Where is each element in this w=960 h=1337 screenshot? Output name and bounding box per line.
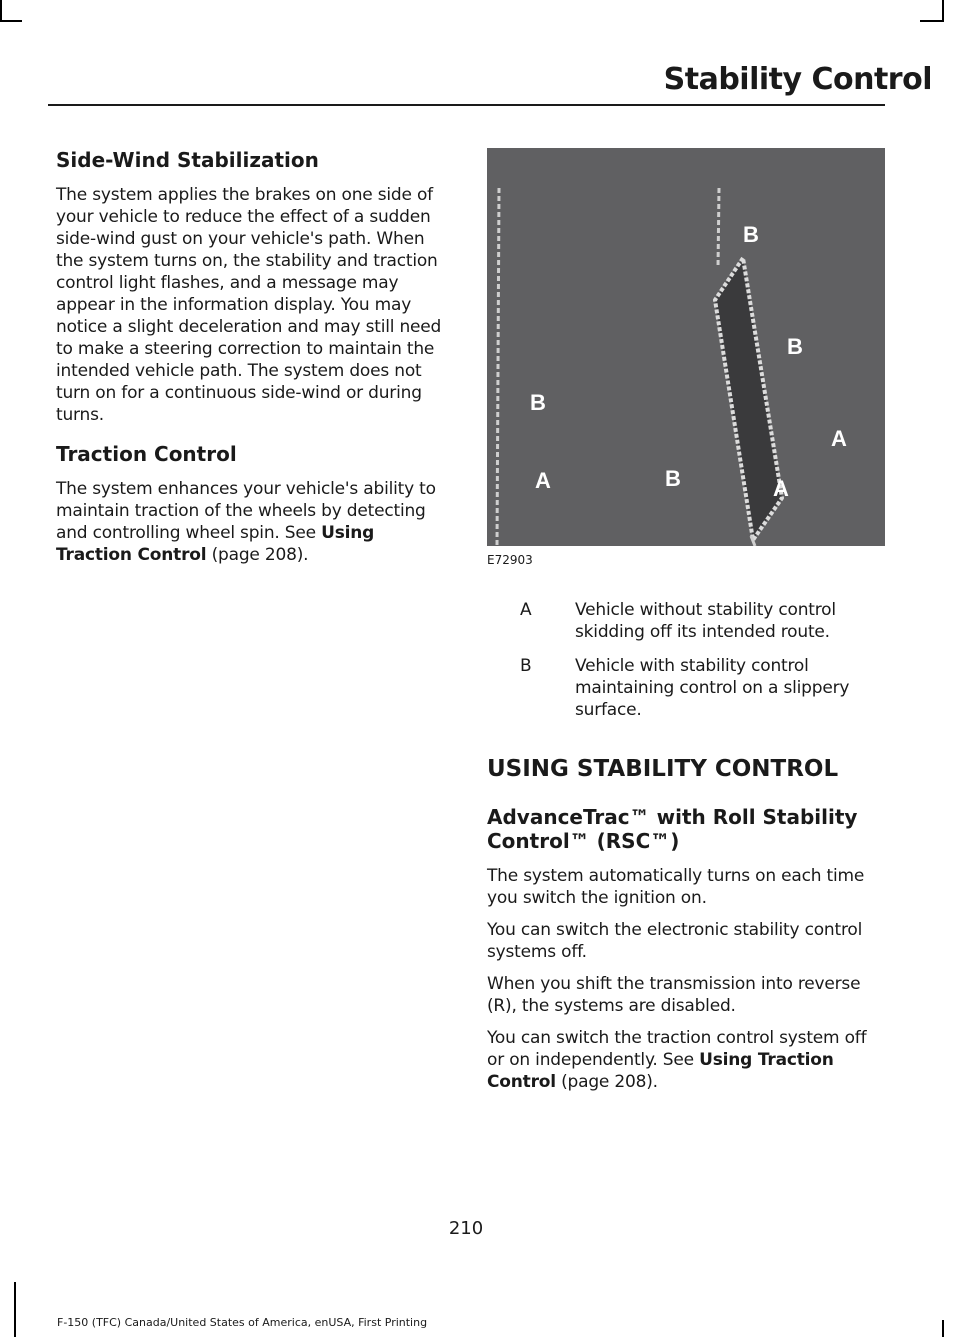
legend-key-b: B: [520, 656, 532, 676]
crop-mark-bottom-left-v: [14, 1282, 16, 1337]
legend-row-b: [487, 655, 885, 721]
stability-illustration: [487, 148, 885, 546]
page-number: 210: [448, 1218, 484, 1239]
paragraph-ignition: The system automatically turns on each time you switch the ignition on.: [487, 866, 865, 908]
crop-mark-top-left-v: [0, 0, 2, 20]
road-diagram-svg: [487, 148, 885, 546]
label-b-2: B: [787, 334, 803, 359]
traction-control-link[interactable]: Using Traction Control: [56, 523, 375, 565]
traction-control-body: [56, 478, 448, 566]
left-column: [56, 148, 448, 576]
paragraph-reverse: When you shift the transmission into reverse (R), the systems are disabled.: [487, 974, 861, 1016]
side-wind-body: The system applies the brakes on one side of your vehicle to reduce the effect of a sudden side-wind gust on your vehicle's path. When the system turns on, the stability and traction control light flashes, and a message may appear in the information display. You may notice a slight deceleration and may still need to make a steering correction to maintain the intended vehicle path. The system does not turn on for a continuous side-wind or during turns.: [56, 185, 442, 425]
right-column: [487, 148, 885, 1103]
figure-legend: [487, 599, 885, 721]
figure-code: E72903: [487, 553, 533, 567]
label-a-3: A: [773, 476, 789, 501]
traction-toggle-text: You can switch the traction control system off or on independently. See: [487, 1028, 867, 1070]
label-a-1: A: [831, 426, 847, 451]
label-a-2: A: [535, 468, 551, 493]
legend-text-b: Vehicle with stability control maintaining control on a slippery surface.: [575, 656, 850, 720]
legend-text-a: Vehicle without stability control skidding off its intended route.: [575, 600, 836, 642]
traction-toggle-page-ref: (page 208).: [555, 1072, 658, 1092]
side-wind-heading: Side-Wind Stabilization: [56, 148, 319, 172]
using-stability-control-title: USING STABILITY CONTROL: [487, 756, 839, 782]
traction-control-link-2[interactable]: Using Traction Control: [487, 1050, 834, 1092]
traction-control-heading: Traction Control: [56, 442, 237, 466]
label-b-3: B: [530, 390, 546, 415]
paragraph-switch-off: You can switch the electronic stability control systems off.: [487, 920, 863, 962]
crop-mark-top-left-h: [0, 20, 22, 22]
paragraph-traction-toggle: [487, 1027, 885, 1093]
page-header-title: Stability Control: [663, 62, 932, 97]
legend-row-a: [487, 599, 885, 643]
crop-mark-top-right-v: [942, 0, 944, 20]
legend-key-a: A: [520, 600, 532, 620]
label-b-1: B: [743, 222, 759, 247]
label-b-4: B: [665, 466, 681, 491]
header-rule: [48, 104, 885, 106]
traction-body-text: The system enhances your vehicle's ability to maintain traction of the wheels by detecting and controlling wheel spin. See: [56, 479, 436, 543]
advancetrac-heading: AdvanceTrac™ with Roll Stability Control™ (RSC™): [487, 805, 858, 853]
traction-page-ref: (page 208).: [206, 545, 309, 565]
footer-text: F-150 (TFC) Canada/United States of America, enUSA, First Printing: [57, 1316, 428, 1329]
crop-mark-bottom-right-v: [942, 1320, 944, 1337]
crop-mark-top-right-h: [920, 20, 944, 22]
